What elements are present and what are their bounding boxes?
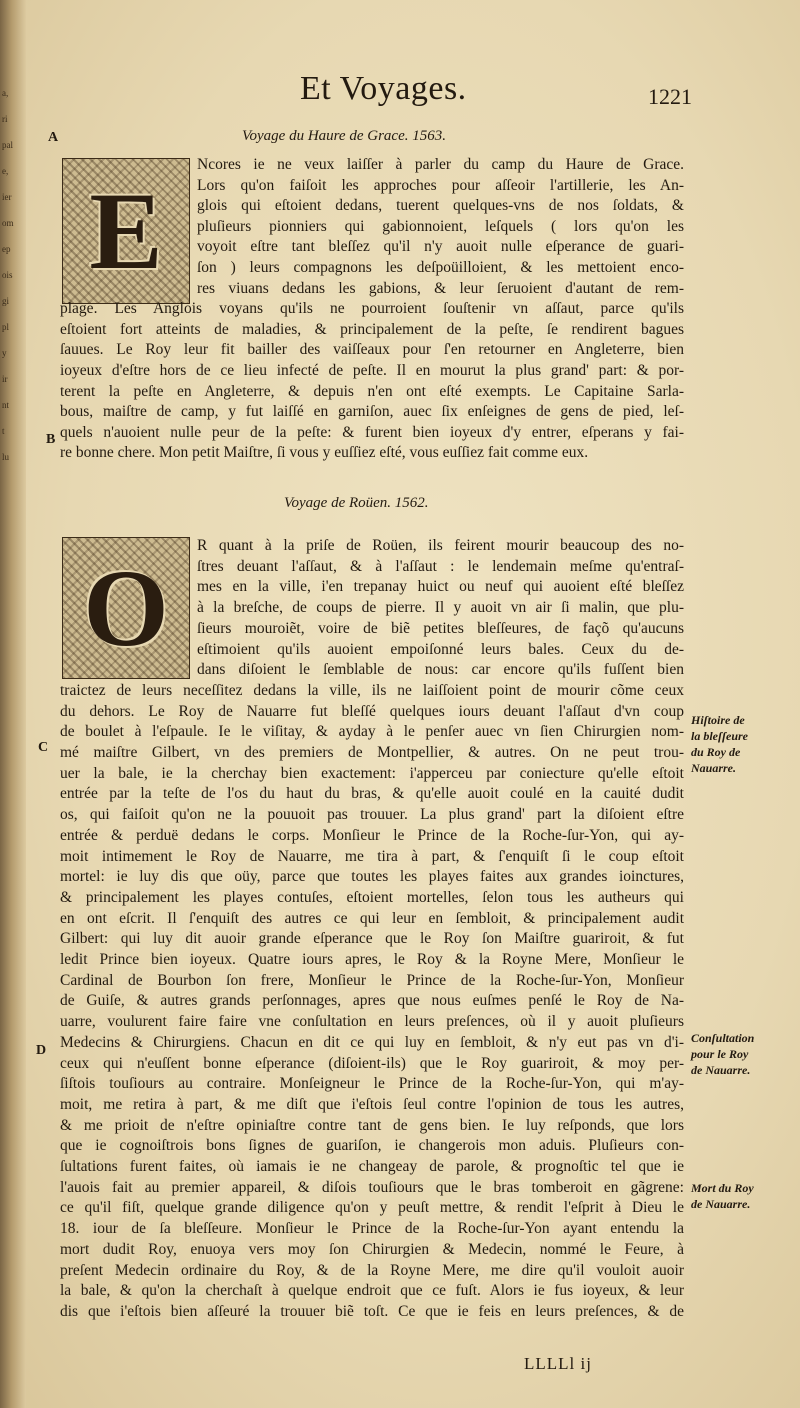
text-line: Cardinal de Bourbon ſon frere, Monſieur le Prince de la Roche-ſur-Yon, Monſieur (60, 971, 684, 989)
marginal-note-line: Conſultation (691, 1031, 755, 1045)
marginal-note-line: Mort du Roy (691, 1181, 754, 1195)
gutter-fragment: om (2, 218, 14, 228)
gutter-fragment: t (2, 426, 5, 436)
margin-letter-c: C (38, 740, 49, 755)
text-line: ledit Prince bien ioyeux. Quatre iours apres, le Roy & la Royne Mere, Monſieur le (60, 951, 684, 968)
marginal-note-line: de Nauarre. (691, 1063, 751, 1077)
margin-letter-d: D (36, 1043, 47, 1058)
text-line: traictez de leurs neceſſitez dedans la ville, ils ne laiſſoient point de mourir cõme ceux (60, 681, 684, 699)
text-line: uarre, voulurent faire faire vne conſultation en leurs preſences, où il y auoit pluſieurs (60, 1013, 684, 1031)
text-line: mort dudit Roy, enuoya vers moy ſon Chirurgien & Medecin, nommé le Feure, à (60, 1240, 684, 1258)
gutter-fragment: e, (2, 166, 9, 176)
text-line: ſon ) leurs compagnons les deſpoüilloient, & les mettoient enco- (197, 259, 684, 276)
gutter-fragment: ois (2, 270, 13, 280)
text-line: mortel: ie luy dis que oüy, parce que toutes les playes faites aux grandes ioinctures, (60, 868, 684, 886)
text-line: eſtoient fort atteints de maladies, & principalement de la peſte, ſe rendirent bagues (60, 320, 684, 338)
text-line: moit intimement le Roy de Nauarre, me tira à part, & ſ'enquiſt ſi le coup eſtoit (60, 847, 684, 865)
text-line: entrée par la teſte de l'os du haut du bras, & qu'elle auoit coulé en la cauité dudit (60, 785, 684, 803)
page-number: 1221 (648, 84, 692, 109)
gutter-fragment: a, (2, 88, 9, 98)
text-line: mé maiſtre Gilbert, vn des premiers de Montpellier, & autres. On ne peut trou- (60, 744, 684, 761)
text-line: R quant à la priſe de Roüen, ils feirent mourir beaucoup des no- (197, 537, 684, 554)
marginal-note-line: pour le Roy (691, 1047, 749, 1061)
text-line: pluſieurs pionniers qui gabionnoient, leſquels ( lors qu'on les (197, 217, 684, 235)
text-line: glois qui eſtoient dedans, tuerent quelques-vns de nos ſoldats, & (197, 197, 684, 215)
marginal-note-line: Hiſtoire de (691, 713, 745, 727)
margin-letter-a: A (48, 130, 59, 145)
text-line: mes en la ville, i'en trepanay huict ou neuf qui auoient eſté bleſſez (197, 578, 684, 596)
marginal-note-line: du Roy de (691, 745, 741, 759)
text-line: quels n'auoient nulle peur de la peſte: & furent bien ioyeux d'y entrer, eſperans y fai- (60, 423, 684, 441)
text-line: Lors qu'on faiſoit les approches pour aſſeoir l'artillerie, les An- (197, 176, 684, 194)
text-line: ſauues. Le Roy leur fit bailler des vaiſſeaux pour ſ'en retourner en Angleterre, bien (60, 341, 684, 359)
text-line: entrée & perduë dedans le corps. Monſieur le Prince de la Roche-ſur-Yon, qui ay- (60, 826, 684, 844)
text-line: ſtres deuant l'aſſaut, & à l'aſſaut : le lendemain meſme qu'entraſ- (197, 557, 684, 575)
text-line: dans diſoient le ſemblable de nous: car encore qu'ils fuſſent bien (197, 661, 684, 679)
signature-mark: LLLLl ij (524, 1354, 592, 1373)
gutter-fragment: gi (2, 296, 10, 306)
gutter-fragment: ir (2, 374, 8, 384)
text-line: eſtimoient qu'ils auoient empoiſonné leurs bales. Ceux du de- (197, 640, 684, 658)
text-line: os, qui faiſoit qu'on ne la pouuoit pas trouuer. La plus grand' part la diſoient eſtre (60, 806, 684, 824)
marginal-note-line: la bleſſeure (691, 729, 748, 743)
text-line: Ncores ie ne veux laiſſer à parler du camp du Haure de Grace. (197, 156, 684, 173)
binding-gutter (0, 0, 26, 1408)
marginal-note-line: de Nauarre. (691, 1197, 751, 1211)
gutter-fragment: lu (2, 452, 10, 462)
text-line: ceux qui n'euſſent bonne eſperance (diſoient-ils) que le Roy guariroit, & moy per- (60, 1054, 684, 1072)
text-line: ioyeux d'eſtre hors de ce lieu infecté de peſte. Il en mourut la plus grand' part: & por- (60, 362, 684, 379)
gutter-fragment: y (2, 348, 7, 358)
text-line: Medecins & Chirurgiens. Chacun en dit ce qui luy en ſembloit, & n'y eut pas vn d'i- (60, 1033, 684, 1051)
section-title-haure: Voyage du Haure de Grace. 1563. (242, 128, 446, 144)
gutter-fragment: pl (2, 322, 10, 332)
text-line: en ont eſcrit. Il ſ'enquiſt des autres ce qui leur en ſembloit, & principalement audit (60, 909, 684, 927)
text-line: plage. Les Anglois voyans qu'ils ne pourroient ſouſtenir vn aſſaut, parce qu'ils (60, 300, 684, 318)
text-line: à la breſche, de coups de pierre. Il y auoit vn air ſi malin, que plu- (197, 599, 684, 617)
text-line: res viuans dedans les gabions, & leur ſeruoient d'autant de rem- (197, 279, 684, 297)
margin-letter-b: B (46, 432, 56, 447)
text-line: terent la peſte en Angleterre, & depuis n'en ont eſté exempts. Le Capitaine Sarla- (60, 382, 684, 400)
text-line: Gilbert: qui luy dit auoir grande eſperance que le Roy ſon Maiſtre guariroit, & fut (60, 930, 684, 948)
text-line: moit, me retira à part, & me diſt que i'eſtois ſeul contre l'opinion de tous les autres, (60, 1095, 684, 1113)
marginal-note (691, 1180, 754, 1212)
gutter-fragment: ep (2, 244, 11, 254)
text-line: uer la bale, ie la cherchay bien exactement: i'apperceu par coniecture qu'elle eſtoit (60, 764, 684, 782)
text-line: dis que i'eſtois bien aſſeuré la trouuer biẽ toſt. Ce que ie feis en leurs preſences, & de (60, 1302, 684, 1320)
running-head: Et Voyages. (300, 70, 467, 107)
text-line: que ie cognoiſtrois bons ſignes de guariſon, ie changerois mon aduis. Pluſieurs con- (60, 1137, 684, 1155)
text-line: & principalement les playes contuſes, eſtoient mortelles, ſelon tous les autheurs qui (60, 888, 684, 906)
decorated-initial-e: E (62, 158, 190, 304)
text-line: bous, maiſtre de camp, y fut laiſſé en garniſon, auec ſix enſeignes de gens de pied, leſ- (60, 403, 684, 421)
text-line: voyoit eſtre tant bleſſez qu'il n'y auoit nulle eſperance de guari- (197, 238, 684, 256)
text-line: ce qu'il fiſt, quelque grande diligence qu'on y peuſt mettre, & rendit l'eſprit à Dieu le (60, 1199, 684, 1217)
text-line: ſiſtois touſiours au contraire. Monſeigneur le Prince de la Roche-ſur-Yon, qui m'ay- (60, 1075, 684, 1093)
marginal-note (691, 1030, 754, 1078)
text-line: l'auois fait au premier appareil, & diſois touſiours que le bras tomberoit en gãgrene: (60, 1178, 684, 1196)
marginal-note-line: Nauarre. (691, 761, 737, 775)
text-line: ſultations furent faites, où iamais ie ne changeay de parole, & prognoſtic tel que ie (60, 1158, 684, 1175)
gutter-fragment: ier (2, 192, 12, 202)
text-line: du dehors. Le Roy de Nauarre fut bleſſé quelques iours deuant l'aſſaut d'vn coup (60, 702, 684, 720)
decorated-initial-o: O (62, 537, 190, 679)
gutter-fragment: pal (2, 140, 13, 150)
text-line: re bonne chere. Mon petit Maiſtre, ſi vous y euſſiez eſté, vous euſſiez fait comme eux. (60, 444, 589, 462)
text-line: la bale, & qu'on la cherchaſt à quelque endroit que ce fuſt. Alors ie fus ioyeux, & leur (60, 1282, 684, 1300)
section-title-rouen: Voyage de Roüen. 1562. (284, 495, 429, 511)
text-line: preſent Medecin ordinaire du Roy, & de la Royne Mere, me dire qu'il vouloit auoir (60, 1261, 684, 1279)
text-line: ſieurs mouroiẽt, voire de biẽ petites bleſſeures, de façõ qu'aucuns (197, 619, 684, 637)
text-line: & me prioit de n'eſtre opiniaſtre contre tant de gens bien. Ie luy reſponds, que lors (60, 1116, 684, 1134)
gutter-fragment: nt (2, 400, 10, 410)
text-line: de boulet à l'eſpaule. Ie le viſitay, & ayday à le penſer auec vn ſien Chirurgien nom- (60, 723, 684, 741)
marginal-note (691, 712, 748, 776)
text-line: de Guiſe, & autres grands perſonnages, apres que nous euſmes penſé le Roy de Na- (60, 992, 684, 1010)
gutter-fragment: ri (2, 114, 8, 124)
text-line: 18. iour de ſa bleſſeure. Monſieur le Prince de la Roche-ſur-Yon ayant entendu la (60, 1220, 684, 1238)
